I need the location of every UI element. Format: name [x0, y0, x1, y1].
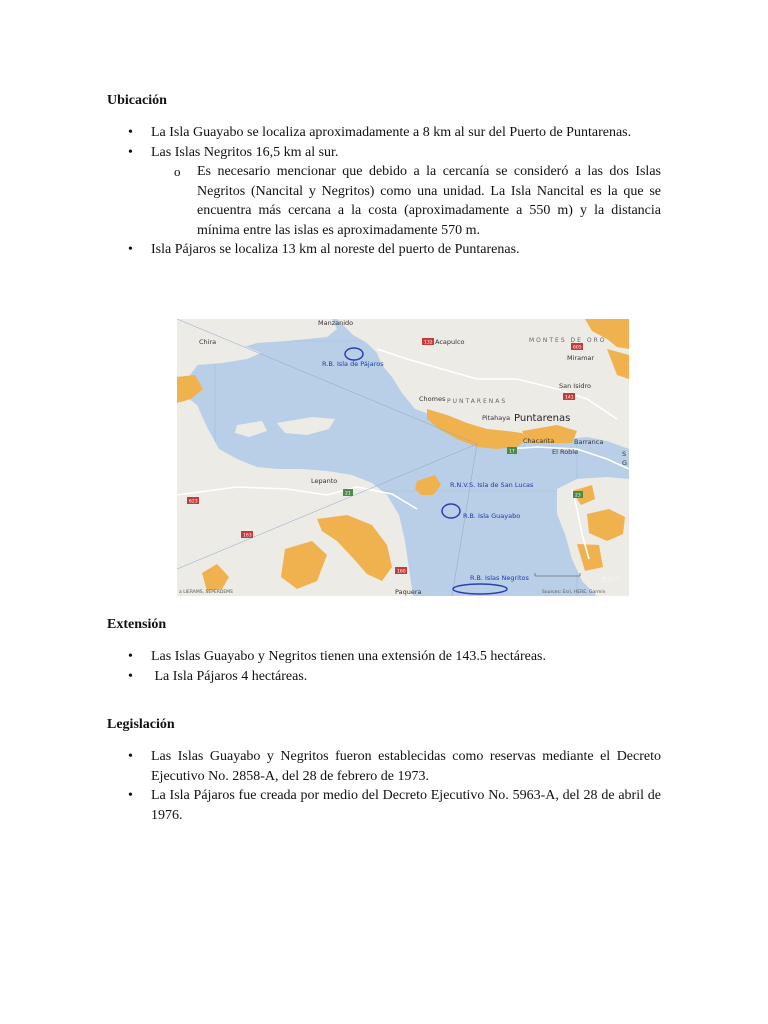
- map-label-pitahaya: Pitahaya: [482, 414, 511, 422]
- list-item: • Isla Pájaros se localiza 13 km al noreste del puerto de Puntarenas.: [128, 240, 661, 260]
- map-label-el-roble: El Roble: [552, 448, 579, 456]
- map-label-g: G: [622, 459, 628, 467]
- svg-text:605: 605: [573, 345, 582, 351]
- map-label-barranca: Barranca: [574, 438, 604, 446]
- map-graphic: [177, 319, 629, 596]
- svg-text:23: 23: [575, 493, 581, 499]
- map-label-chira: Chira: [199, 338, 217, 346]
- list-item: • La Isla Pájaros fue creada por medio del Decreto Ejecutivo No. 5963-A, del 28 de abril de 1976.: [128, 786, 661, 825]
- legislacion-list: [128, 747, 661, 825]
- heading-ubicacion: Ubicación: [107, 93, 167, 108]
- svg-text:17: 17: [509, 449, 515, 455]
- map-label-san-lucas: R.N.V.S. Isla de San Lucas: [450, 481, 534, 489]
- svg-text:132: 132: [424, 340, 433, 346]
- list-item: • Las Islas Guayabo y Negritos tienen una extensión de 143.5 hectáreas.: [128, 647, 661, 667]
- svg-text:160: 160: [397, 569, 406, 575]
- map-label-guayabo: R.B. Isla Guayabo: [463, 512, 521, 520]
- svg-text:163: 163: [243, 533, 252, 539]
- map-label-chomes: Chomes: [419, 395, 446, 403]
- list-item: [128, 143, 661, 241]
- map-label-paquera: Paquera: [395, 588, 422, 596]
- map-label-isla-pajaros: R.B. Isla de Pájaros: [322, 360, 384, 368]
- sub-list-item: o Es necesario mencionar que debido a la cercanía se consideró a las dos Islas Negritos (Nancital y Negritos) como una unidad. La Isla Nancital es la que se encuentra más cercana a la costa (aproximadamente a 550 m) y la distancia mínima entre las islas es aproximadamente 570 m.: [151, 162, 661, 240]
- map-label-acapulco: Acapulco: [435, 338, 465, 346]
- map-credits-right: Sources: Esri, HERE, Garmin: [542, 590, 606, 595]
- map-label-manzanido: Manzanido: [318, 319, 354, 327]
- list-item: • La Isla Pájaros 4 hectáreas.: [128, 667, 661, 687]
- svg-text:623: 623: [189, 499, 198, 505]
- map-label-montes-de-oro: MONTES DE ORO: [529, 337, 607, 344]
- heading-legislacion: Legislación: [107, 717, 175, 732]
- map-label-san-isidro: San Isidro: [559, 382, 592, 390]
- map-label-negritos: R.B. Islas Negritos: [470, 574, 529, 582]
- svg-text:21: 21: [345, 491, 351, 497]
- heading-extension: Extensión: [107, 617, 167, 632]
- svg-text:141: 141: [565, 395, 574, 401]
- map-label-s: S: [622, 450, 627, 458]
- list-item: • La Isla Guayabo se localiza aproximadamente a 8 km al sur del Puerto de Puntarenas.: [128, 123, 661, 143]
- location-map: [177, 319, 629, 596]
- map-label-miramar: Miramar: [567, 354, 595, 362]
- list-item-text: Las Islas Negritos 16,5 km al sur.: [151, 144, 339, 160]
- esri-logo: esri: [601, 574, 620, 585]
- map-label-puntarenas-region: PUNTARENAS: [447, 398, 508, 405]
- map-label-chacarita: Chacarita: [523, 437, 555, 445]
- ubicacion-list: [128, 123, 661, 260]
- extension-list: [128, 647, 661, 686]
- sub-list: [151, 162, 661, 240]
- map-label-puntarenas: Puntarenas: [514, 413, 571, 424]
- map-label-lepanto: Lepanto: [311, 477, 338, 485]
- list-item: • Las Islas Guayabo y Negritos fueron establecidas como reservas mediante el Decreto Ejecutivo No. 2858-A, del 28 de febrero de 1973.: [128, 747, 661, 786]
- map-credits-left: a LIERAMS, SEPERDEMS: [179, 590, 233, 595]
